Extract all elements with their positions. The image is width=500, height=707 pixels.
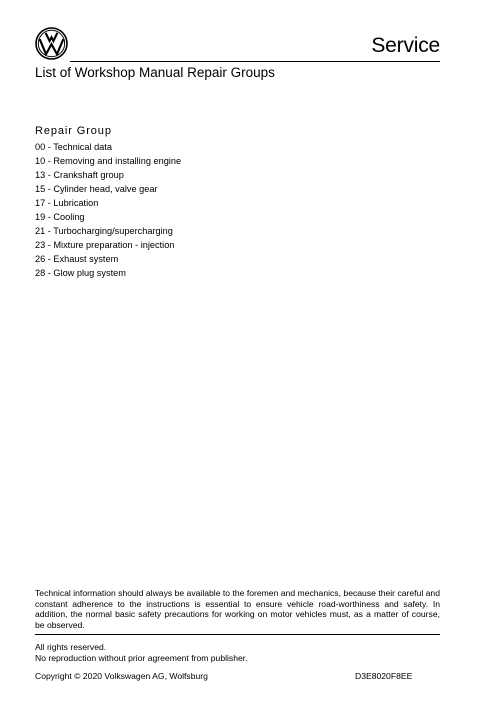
header-divider xyxy=(70,61,440,62)
repair-group-item[interactable]: 10 - Removing and installing engine xyxy=(35,156,182,166)
copyright-text: Copyright © 2020 Volkswagen AG, Wolfsburg xyxy=(35,671,208,681)
repair-group-item[interactable]: 00 - Technical data xyxy=(35,142,112,152)
repair-group-heading: Repair Group xyxy=(35,125,112,137)
repair-group-item[interactable]: 26 - Exhaust system xyxy=(35,254,119,264)
rights-line: All rights reserved. xyxy=(35,642,107,652)
document-title: List of Workshop Manual Repair Groups xyxy=(35,65,275,80)
repair-group-item[interactable]: 15 - Cylinder head, valve gear xyxy=(35,184,158,194)
document-code: D3E8020F8EE xyxy=(355,671,413,681)
repair-group-item[interactable]: 21 - Turbocharging/supercharging xyxy=(35,226,173,236)
service-title: Service xyxy=(371,34,440,57)
repair-group-item[interactable]: 23 - Mixture preparation - injection xyxy=(35,240,175,250)
repair-group-item[interactable]: 13 - Crankshaft group xyxy=(35,170,124,180)
repair-group-list xyxy=(35,140,181,280)
safety-notice: Technical information should always be available to the foremen and mechanics, because their careful and constant adherence to the instructions is essential to ensure vehicle road-worthiness and safety. In addition, the normal basic safety precautions for working on motor vehicles must, as a matter of course, be observed. xyxy=(35,588,440,630)
repair-group-item[interactable]: 28 - Glow plug system xyxy=(35,268,126,278)
footer-divider xyxy=(35,634,440,635)
repair-group-item[interactable]: 19 - Cooling xyxy=(35,212,85,222)
rights-notice xyxy=(35,642,248,664)
repair-group-item[interactable]: 17 - Lubrication xyxy=(35,198,99,208)
reproduction-line: No reproduction without prior agreement from publisher. xyxy=(35,653,248,663)
volkswagen-logo-icon xyxy=(35,27,68,60)
